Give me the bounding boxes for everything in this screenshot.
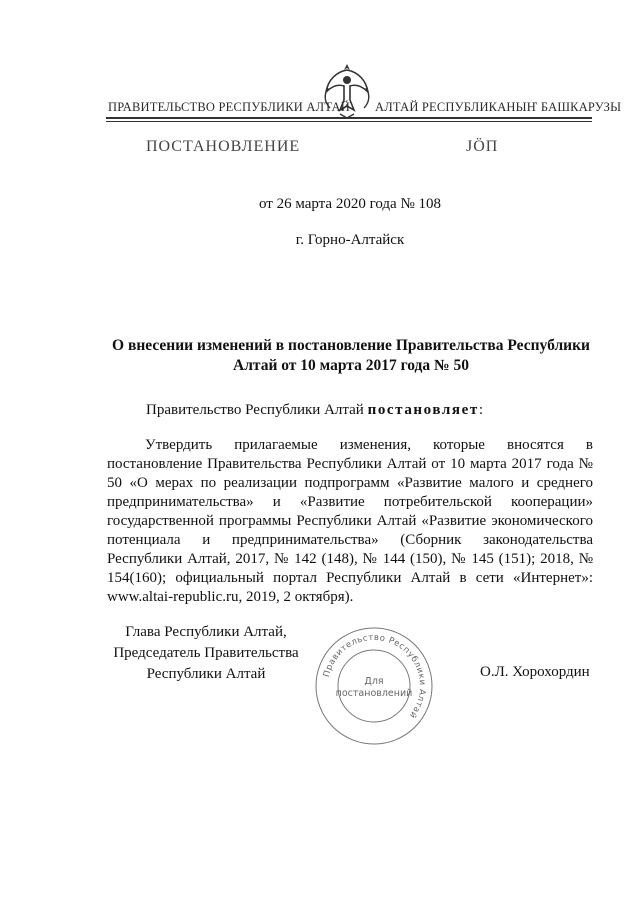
document-title: О внесении изменений в постановление Правительства Республики Алтай от 10 марта 2017 года № 50 xyxy=(112,337,590,374)
stamp-ring-text: Правительство Республики Алтай xyxy=(321,632,428,721)
header-divider-thin xyxy=(106,121,592,122)
intro-prefix: Правительство Республики Алтай xyxy=(146,402,368,418)
stamp-inner-line2: постановлений xyxy=(335,688,413,699)
signatory-position-line2: Председатель Правительства xyxy=(113,645,299,661)
signatory-position-line3: Республики Алтай xyxy=(146,666,266,682)
header-divider xyxy=(106,117,592,119)
document-city: г. Горно-Алтайск xyxy=(295,232,405,248)
intro-line xyxy=(146,402,483,419)
signatory-position xyxy=(106,622,306,685)
government-name-altai: АЛТАЙ РЕСПУБЛИКАНЫҤ БАШКАРУЗЫ xyxy=(375,100,622,114)
official-stamp xyxy=(312,624,436,748)
intro-suffix: : xyxy=(478,402,484,418)
document-type-russian: ПОСТАНОВЛЕНИЕ xyxy=(146,138,301,155)
intro-keyword: постановляет xyxy=(367,402,479,418)
government-name-russian: ПРАВИТЕЛЬСТВО РЕСПУБЛИКИ АЛТАЙ xyxy=(108,100,350,114)
stamp-inner-line1: Для xyxy=(364,676,384,687)
resolution-body-paragraph: Утвердить прилагаемые изменения, которые вносятся в постановление Правительства Республики Алтай от 10 марта 2017 года № 50 «О мерах по реализации подпрограмм «Развитие малого и среднего предпринимательства» и «Развитие потребительской кооперации» государственной программы Республики Алтай «Развитие экономического потенциала и предпринимательства» (Сборник законодательства Республики Алтай, 2017, № 142 (148), № 144 (150), № 145 (151); 2018, № 154(160); официальный портал Республики Алтай в сети «Интернет»: www.altai-republic.ru, 2019, 2 октября). xyxy=(107,437,593,605)
document-date-number: от 26 марта 2020 года № 108 xyxy=(258,196,442,212)
document-type-altai: JӦП xyxy=(466,138,499,155)
signatory-name: О.Л. Хорохордин xyxy=(480,664,590,680)
signatory-position-line1: Глава Республики Алтай, xyxy=(125,624,287,640)
